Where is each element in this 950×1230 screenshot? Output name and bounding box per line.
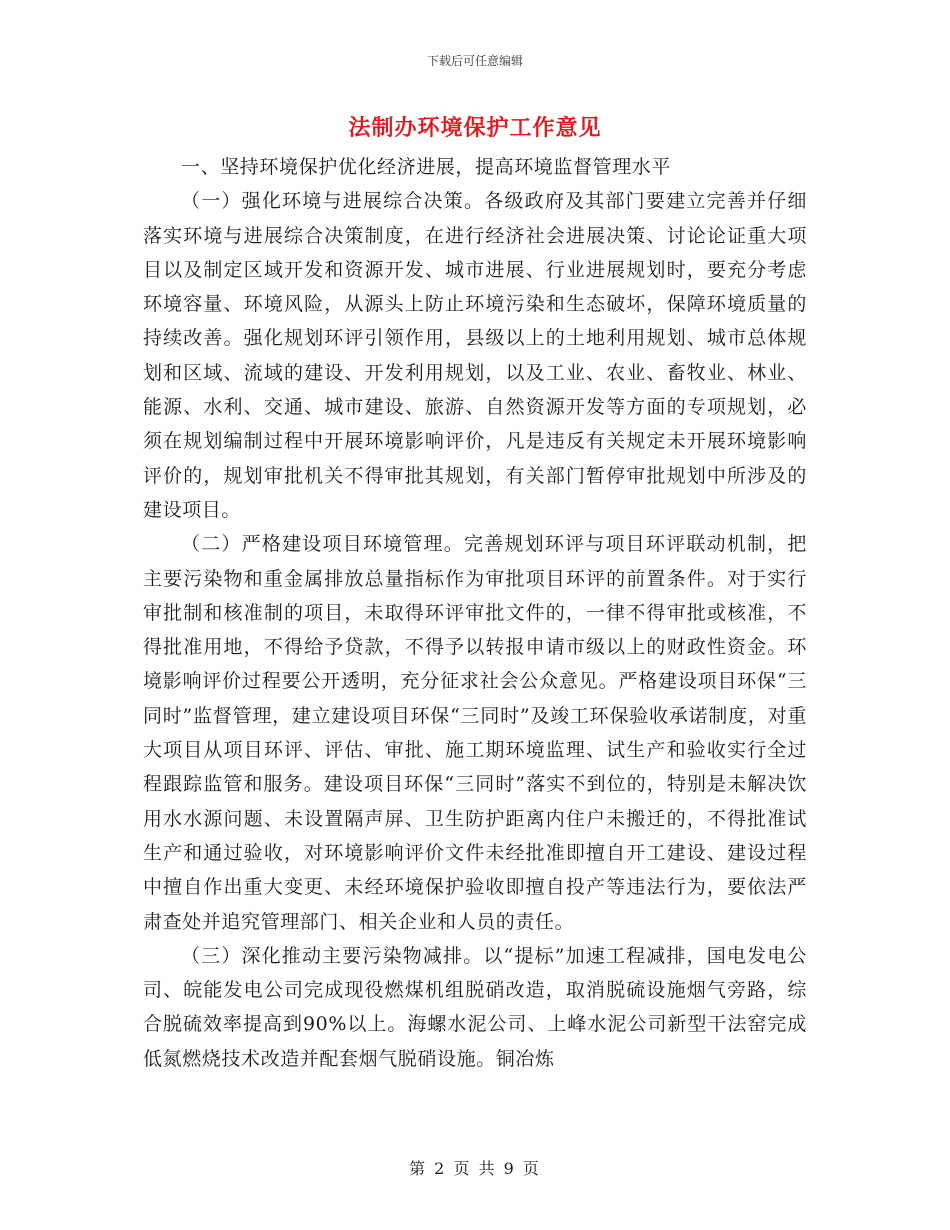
- paragraph-2: （二）严格建设项目环境管理。完善规划环评与项目环评联动机制，把主要污染物和重金属排放总量指标作为审批项目环评的前置条件。对于实行审批制和核准制的项目，未取得环评审批文件的，一律不得审批或核准，不得批准用地，不得给予贷款，不得予以转报申请市级以上的财政性资金。环境影响评价过程要公开透明，充分征求社会公众意见。严格建设项目环保“三同时”监督管理，建立建设项目环保“三同时”及竣工环保验收承诺制度，对重大项目从项目环评、评估、审批、施工期环境监理、试生产和验收实行全过程跟踪监管和服务。建设项目环保“三同时”落实不到位的，特别是未解决饮用水水源问题、未设置隔声屏、卫生防护距离内住户未搬迁的，不得批准试生产和通过验收，对环境影响评价文件未经批准即擅自开工建设、建设过程中擅自作出重大变更、未经环境保护验收即擅自投产等违法行为，要依法严肃查处并追究管理部门、相关企业和人员的责任。: [143, 533, 807, 933]
- paragraph-3: （三）深化推动主要污染物减排。以“提标”加速工程减排，国电发电公司、皖能发电公司完成现役燃煤机组脱硝改造，取消脱硫设施烟气旁路，综合脱硫效率提高到90%以上。海螺水泥公司、上峰水泥公司新型干法窑完成低氮燃烧技术改造并配套烟气脱硝设施。铜冶炼: [143, 944, 807, 1070]
- document-body: [143, 150, 807, 1076]
- header-note: 下载后可任意编辑: [426, 54, 523, 68]
- document-title: 法制办环境保护工作意见: [348, 115, 602, 141]
- paragraph-1: （一）强化环境与进展综合决策。各级政府及其部门要建立完善并仔细落实环境与进展综合决策制度，在进行经济社会进展决策、讨论论证重大项目以及制定区域开发和资源开发、城市进展、行业进展规划时，要充分考虑环境容量、环境风险，从源头上防止环境污染和生态破坏，保障环境质量的持续改善。强化规划环评引领作用，县级以上的土地利用规划、城市总体规划和区域、流域的建设、开发利用规划，以及工业、农业、畜牧业、林业、能源、水利、交通、城市建设、旅游、自然资源开发等方面的专项规划，必须在规划编制过程中开展环境影响评价，凡是违反有关规定未开展环境影响评价的，规划审批机关不得审批其规划，有关部门暂停审批规划中所涉及的建设项目。: [143, 190, 807, 521]
- section-heading: 一、坚持环境保护优化经济进展，提高环境监督管理水平: [181, 156, 672, 178]
- page-number: 第 2 页 共 9 页: [409, 1159, 541, 1178]
